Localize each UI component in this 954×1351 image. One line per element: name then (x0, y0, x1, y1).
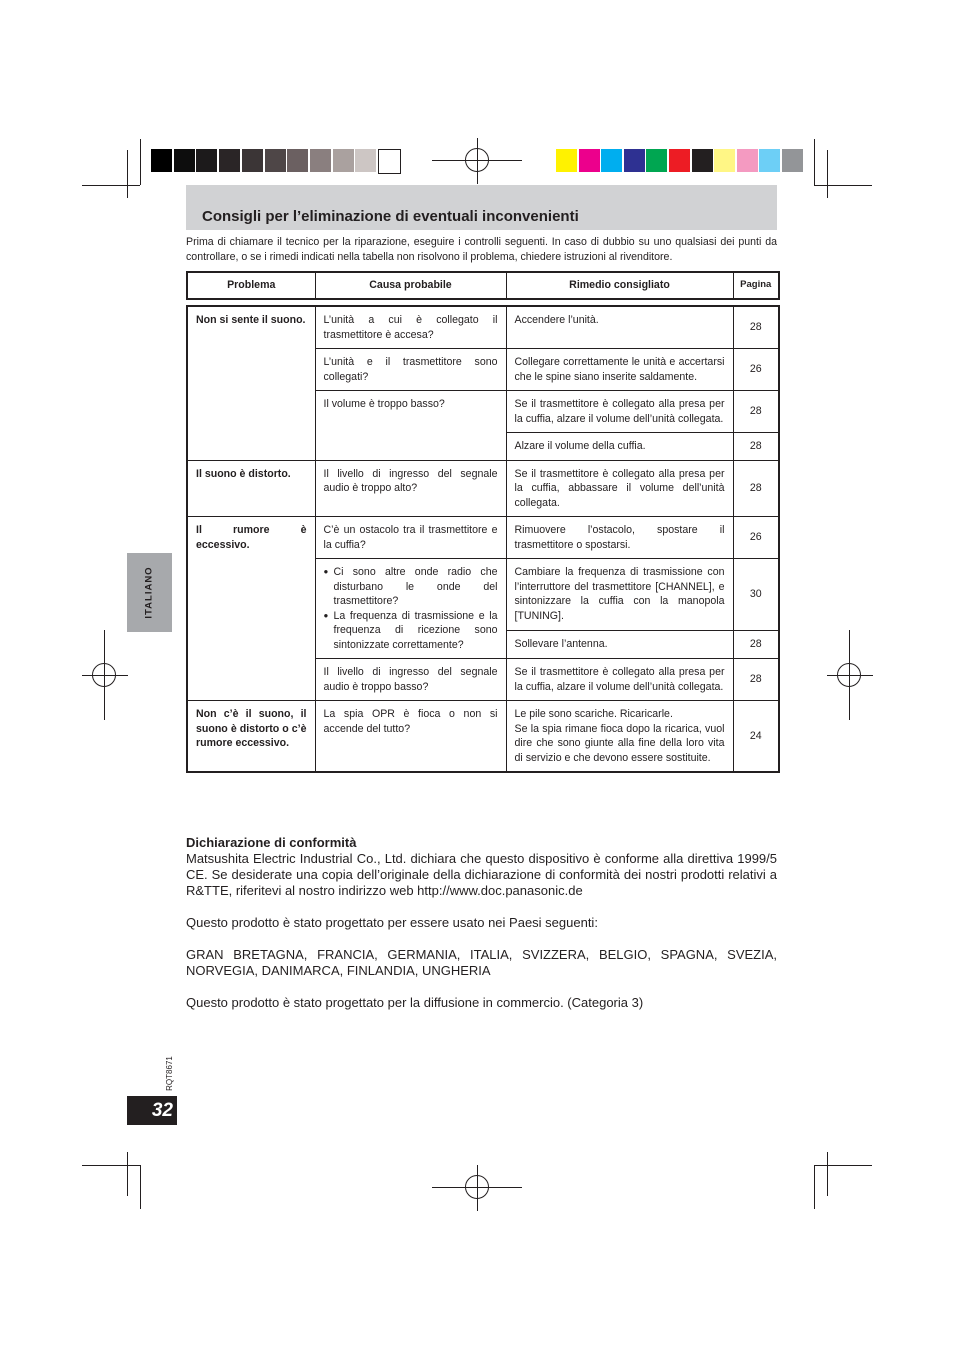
page-cell: 28 (733, 306, 779, 349)
cause-cell: Il livello di ingresso del segnale audio è troppo basso? (315, 659, 506, 701)
countries-intro: Questo prodotto è stato progettato per essere usato nei Paesi seguenti: (186, 915, 598, 930)
color-swatch (692, 149, 713, 172)
troubleshooting-table (186, 305, 780, 773)
intro-text: Prima di chiamare il tecnico per la riparazione, eseguire i controlli seguenti. In caso di dubbio su uno qualsiasi dei punti da controllare, o se i rimedi indicati nella tabella non risolvono il problema, chiedere istruzioni al rivenditore. (186, 236, 777, 263)
page-cell: 28 (733, 659, 779, 701)
color-swatch (287, 149, 308, 172)
category-note: Questo prodotto è stato progettato per la diffusione in commercio. (Categoria 3) (186, 995, 644, 1010)
conformity-heading: Dichiarazione di conformità (186, 835, 357, 850)
color-swatch (355, 149, 376, 172)
troubleshooting-header (186, 271, 780, 300)
page-cell: 28 (733, 631, 779, 659)
table-row (187, 460, 779, 517)
conformity-paragraph: Matsushita Electric Industrial Co., Ltd. dichiara che questo dispositivo è conforme alla direttiva 1999/5 CE. Se desiderate una copia dell’originale della dichiarazione di conformità dei nostri prodotti relativi a R&TTE, riferitevi al nostro indirizzo web http://www.doc.panasonic.de (186, 851, 777, 898)
page-cell: 26 (733, 517, 779, 559)
cause-cell (315, 559, 506, 659)
problem-cell: Non c’è il suono, il suono è distorto o c’è rumore eccessivo. (187, 701, 315, 773)
color-swatch (310, 149, 331, 172)
color-swatch (333, 149, 354, 172)
remedy-cell (506, 701, 733, 773)
cause-bullet-list (324, 565, 498, 652)
problem-cell: Il suono è distorto. (187, 460, 315, 517)
page-cell: 30 (733, 559, 779, 631)
color-swatch (378, 149, 401, 174)
cause-cell: Il livello di ingresso del segnale audio è troppo alto? (315, 460, 506, 517)
page-number: 32 (151, 1100, 173, 1121)
column-header-page: Pagina (733, 272, 779, 299)
remedy-cell: Sollevare l’antenna. (506, 631, 733, 659)
color-swatch (242, 149, 263, 172)
remedy-cell: Se il trasmettitore è collegato alla presa per la cuffia, abbassare il volume dell’unità collegata. (506, 460, 733, 517)
cause-bullet: ● Ci sono altre onde radio che disturbano le onde del trasmettitore? (324, 565, 498, 609)
remedy-cell: Rimuovere l’ostacolo, spostare il trasmettitore o spostarsi. (506, 517, 733, 559)
table-row (187, 517, 779, 559)
table-row (187, 701, 779, 773)
color-swatch (265, 149, 286, 172)
page-title: Consigli per l’eliminazione di eventuali inconvenienti (202, 208, 579, 225)
color-swatch (669, 149, 690, 172)
problem-cell: Non si sente il suono. (187, 306, 315, 460)
remedy-line: Le pile sono scariche. Ricaricarle. (514, 708, 673, 720)
color-swatch (646, 149, 667, 172)
color-swatch (624, 149, 645, 172)
language-tab-label: ITALIANO (144, 566, 155, 619)
remedy-cell: Alzare il volume della cuffia. (506, 433, 733, 461)
color-swatch (601, 149, 622, 172)
table-row (187, 306, 779, 349)
color-swatch (782, 149, 803, 172)
remedy-cell: Collegare correttamente le unità e accertarsi che le spine siano inserite saldamente. (506, 349, 733, 391)
remedy-cell: Cambiare la frequenza di trasmissione con l’interruttore del trasmettitore [CHANNEL], e sintonizzare la cuffia con la manopola [TUNING]. (506, 559, 733, 631)
page-cell: 28 (733, 460, 779, 517)
model-code: RQT8671 (164, 1055, 174, 1091)
problem-cell: Il rumore è eccessivo. (187, 517, 315, 701)
column-header-problem: Problema (187, 272, 315, 299)
page-cell: 28 (733, 391, 779, 433)
color-swatch (714, 149, 735, 172)
remedy-cell: Se il trasmettitore è collegato alla presa per la cuffia, alzare il volume dell’unità collegata. (506, 659, 733, 701)
cause-cell: C’è un ostacolo tra il trasmettitore e la cuffia? (315, 517, 506, 559)
column-header-remedy: Rimedio consigliato (506, 272, 733, 299)
column-header-cause: Causa probabile (315, 272, 506, 299)
remedy-cell: Accendere l’unità. (506, 306, 733, 349)
remedy-cell: Se il trasmettitore è collegato alla presa per la cuffia, alzare il volume dell’unità collegata. (506, 391, 733, 433)
cause-cell: La spia OPR è fioca o non si accende del tutto? (315, 701, 506, 773)
color-swatch (737, 149, 758, 172)
color-swatch (759, 149, 780, 172)
cause-cell: L’unità a cui è collegato il trasmettitore è accesa? (315, 306, 506, 349)
cause-cell: L’unità e il trasmettitore sono collegati? (315, 349, 506, 391)
color-swatch (196, 149, 217, 172)
page-cell: 26 (733, 349, 779, 391)
color-swatch (219, 149, 240, 172)
remedy-line: Se la spia rimane fioca dopo la ricarica, vuol dire che sono giunte alla fine della loro vita di servizio e che devono essere sostituite. (514, 722, 725, 764)
color-swatch (174, 149, 195, 172)
cause-cell: Il volume è troppo basso? (315, 391, 506, 461)
cause-bullet: ● La frequenza di trasmissione e la frequenza di ricezione sono sintonizzate correttamente? (324, 609, 498, 653)
color-swatch (151, 149, 172, 172)
page-cell: 24 (733, 701, 779, 773)
countries-list: GRAN BRETAGNA, FRANCIA, GERMANIA, ITALIA, SVIZZERA, BELGIO, SPAGNA, SVEZIA, NORVEGIA, DANIMARCA, FINLANDIA, UNGHERIA (186, 947, 777, 978)
color-swatch (579, 149, 600, 172)
color-swatch (556, 149, 577, 172)
page-cell: 28 (733, 433, 779, 461)
